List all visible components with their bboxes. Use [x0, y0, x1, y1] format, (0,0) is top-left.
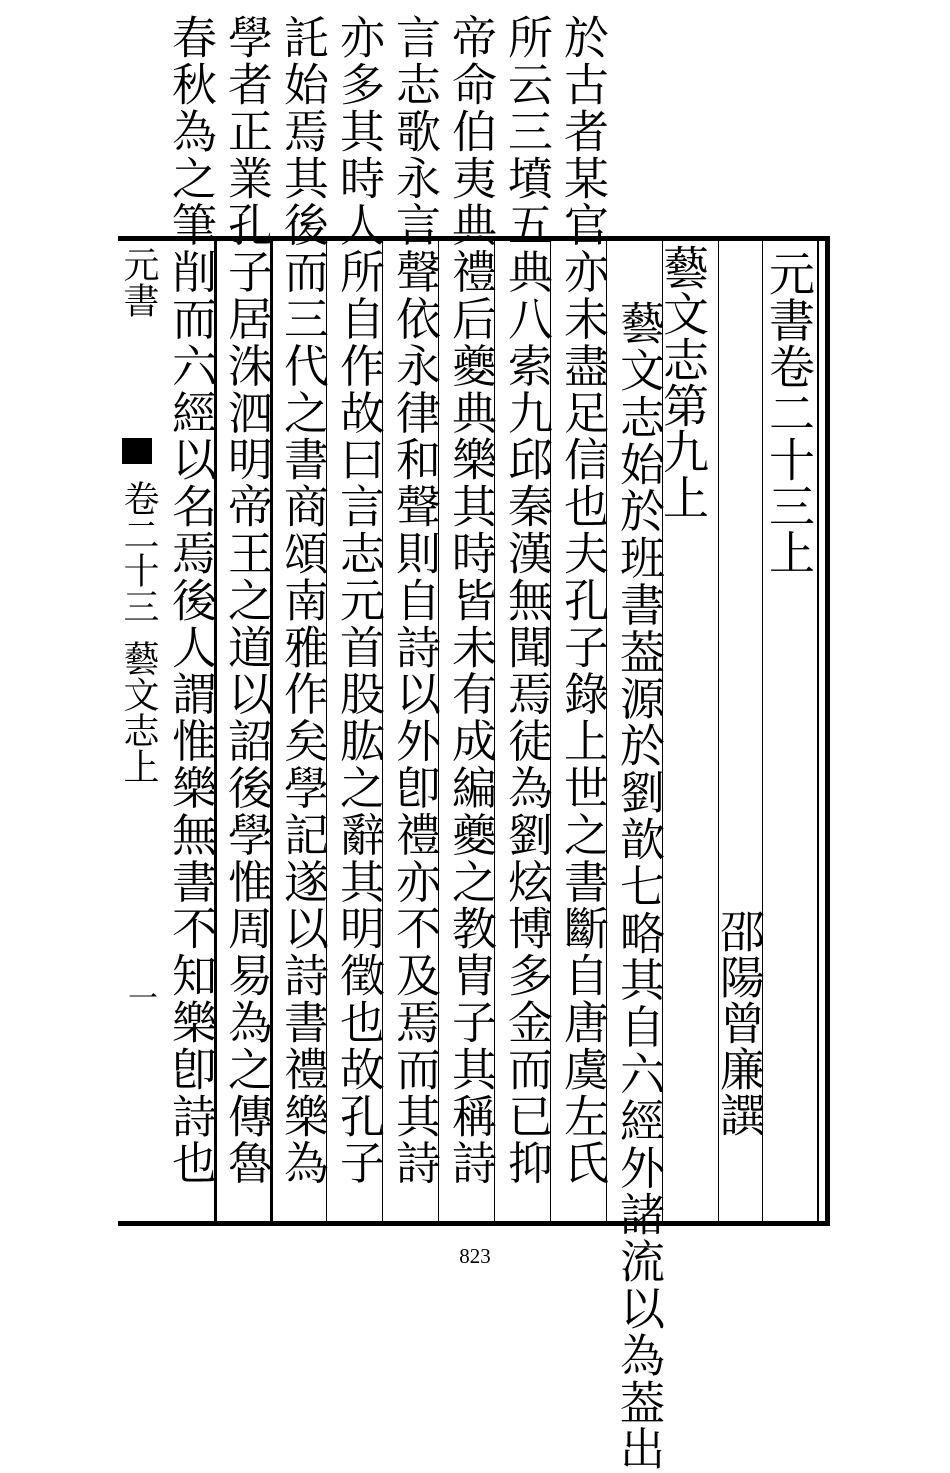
fish-tail-mark	[122, 438, 152, 464]
text-column-3: 所云三墳五典八索九邱秦漢無聞焉徒為劉炫博多金而已抑	[500, 14, 553, 1187]
text-column-4: 帝命伯夷典禮后夔典樂其時皆未有成編夔之教胄子其稱詩	[444, 14, 497, 1187]
author-credit: 邵陽曾廉譔	[712, 908, 765, 1138]
frame-inner-rule	[817, 241, 819, 1221]
text-column-6: 亦多其時人所自作故曰言志元首股肱之辭其明徵也故孔子	[332, 14, 385, 1187]
margin-folio: 一	[122, 982, 157, 1012]
text-column-1: 藝文志始於班書葢源於劉歆七略其自六經外諸流以為葢出	[612, 300, 665, 1473]
text-column-9: 春秋為之筆削而六經以名焉後人謂惟樂無書不知樂卽詩也	[164, 14, 217, 1187]
margin-section: 藝文志上	[118, 640, 159, 784]
text-column-8: 學者正業孔子居洙泗明帝王之道以詔後學惟周易為之傳魯	[220, 14, 273, 1187]
page-number: 823	[459, 1244, 491, 1268]
section-heading: 藝文志第九上	[656, 244, 710, 520]
volume-title: 元書卷二十三上	[762, 250, 816, 576]
margin-chapter: 卷二十三	[118, 480, 159, 624]
text-column-2: 於古者某官亦未盡足信也夫孔子錄上世之書斷自唐虞左氏	[556, 14, 609, 1187]
margin-book-name: 元書	[118, 246, 159, 318]
text-column-5: 言志歌永言聲依永律和聲則自詩以外卽禮亦不及焉而其詩	[388, 14, 441, 1187]
text-column-7: 託始焉其後而三代之書商頌南雅作矣學記遂以詩書禮樂為	[276, 14, 329, 1187]
